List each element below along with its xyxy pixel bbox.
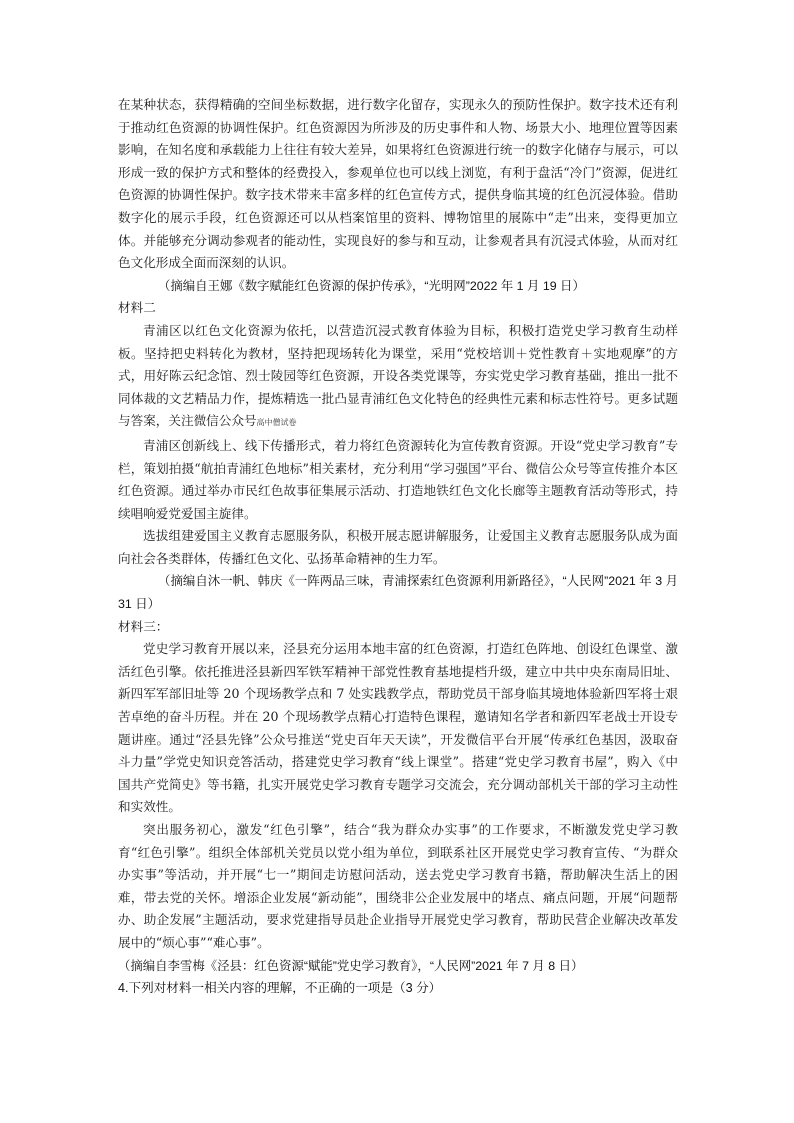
material2-paragraph-2: 青浦区创新线上、线下传播形式，着力将红色资源转化为宣传教育资源。开设“党史学习教育”专栏，策划拍摄“航拍青浦红色地标”相关素材，充分利用“学习强国”平台、微信公众号等宣传推介本区红色资源。通过举办市民红色故事征集展示活动、打造地铁红色文化长廊等主题教育活动等形式，持续唱响爱党爱国主旋律。 (118, 437, 678, 521)
document-page (118, 94, 678, 1000)
source-citation-2: （摘编自沐一帆、韩庆《一阵两品三味，青浦探索红色资源利用新路径》，“人民网”2021 年 3 月 31 日） (118, 574, 678, 612)
material3-heading: 材料三： (118, 619, 169, 634)
source-citation-3: （摘编自李雪梅《泾县：红色资源“赋能”党史学习教育》，“人民网”2021 年 7 月 8 日） (118, 958, 584, 973)
source-citation-1: （摘编自王娜《数字赋能红色资源的保护传承》，“光明网”2022 年 1 月 19 日） (158, 278, 585, 293)
material3-paragraph-2: 突出服务初心，激发“红色引擎”，结合“我为群众办实事”的工作要求，不断激发党史学习教育“红色引擎”。组织全体部机关党员以党小组为单位，到联系社区开展党史学习教育宣传、“为群众办实事”等活动，并开展“七一”期间走访慰问活动，送去党史学习教育书籍，帮助解决生活上的困难，带去党的关怀。增添企业发展“新动能”，围绕非公企业发展中的堵点、痛点问题，开展“问题帮办、助企发展”主题活动，要求党建指导员赴企业指导开展党史学习教育，帮助民营企业解决改革发展中的“烦心事”“难心事”。 (118, 822, 678, 950)
material3-paragraph-1: 党史学习教育开展以来，泾县充分运用本地丰富的红色资源，打造红色阵地、创设红色课堂、激活红色引擎。依托推进泾县新四军铁军精神干部党性教育基地提档升级，建立中共中央东南局旧址、新四军军部旧址等 20 个现场教学点和 7 处实践教学点，帮助党员干部身临其境地体验新四军将士艰苦卓绝的奋斗历程。并在 20 个现场教学点精心打造特色课程，邀请知名学者和新四军老战士开设专题讲座。通过“泾县先锋”公众号推送“党史百年天天读”，开发微信平台开展“传承红色基因，汲取奋斗力量”学党史知识竞答活动，搭建党史学习教育“线上课堂”。搭建“党史学习教育书屋”，购入《中国共产党简史》等书籍，扎实开展党史学习教育专题学习交流会，充分调动部机关干部的学习主动性和实效性。 (118, 641, 678, 815)
material2-heading: 材料二 (118, 301, 156, 316)
material2-paragraph-1 (118, 320, 678, 435)
question-4: 4.下列对材料一相关内容的理解，不正确的一项是（3 分） (118, 981, 442, 996)
material1-paragraph: 在某种状态，获得精确的空间坐标数据，进行数字化留存，实现永久的预防性保护。数字技术还有利于推动红色资源的协调性保护。红色资源因为所涉及的历史事件和人物、场景大小、地理位置等因素影响，在知名度和承载能力上往往有较大差异，如果将红色资源进行统一的数字化储存与展示，可以形成一致的保护方式和整体的经费投入，参观单位也可以线上浏览，有利于盘活“冷门”资源，促进红色资源的协调性保护。数字技术带来丰富多样的红色宣传方式，提供身临其境的红色沉浸体验。借助数字化的展示手段，红色资源还可以从档案馆里的资料、博物馆里的展陈中“走”出来，变得更加立体。并能够充分调动参观者的能动性，实现良好的参与和互动，让参观者具有沉浸式体验，从而对红色文化形成全面而深刻的认识。 (118, 97, 678, 271)
watermark-text: 高中僧试卷 (256, 418, 297, 428)
material2-paragraph-1-text: 青浦区以红色文化资源为依托，以营造沉浸式教育体验为目标，积极打造党史学习教育生动样板。坚持把史料转化为教材，坚持把现场转化为课堂，采用“党校培训＋党性教育＋实地观摩”的方式，用好陈云纪念馆、烈士陵园等红色资源，开设各类党课等，夯实党史学习教育基础，推出一批不同体裁的文艺精品力作，提炼精选一批凸显青浦红色文化特色的经典性元素和标志性符号。更多试题与答案，关注微信公众号 (118, 322, 678, 429)
material2-paragraph-3: 选拔组建爱国主义教育志愿服务队，积极开展志愿讲解服务，让爱国主义教育志愿服务队成为面向社会各类群体，传播红色文化、弘扬革命精神的生力军。 (118, 528, 678, 566)
